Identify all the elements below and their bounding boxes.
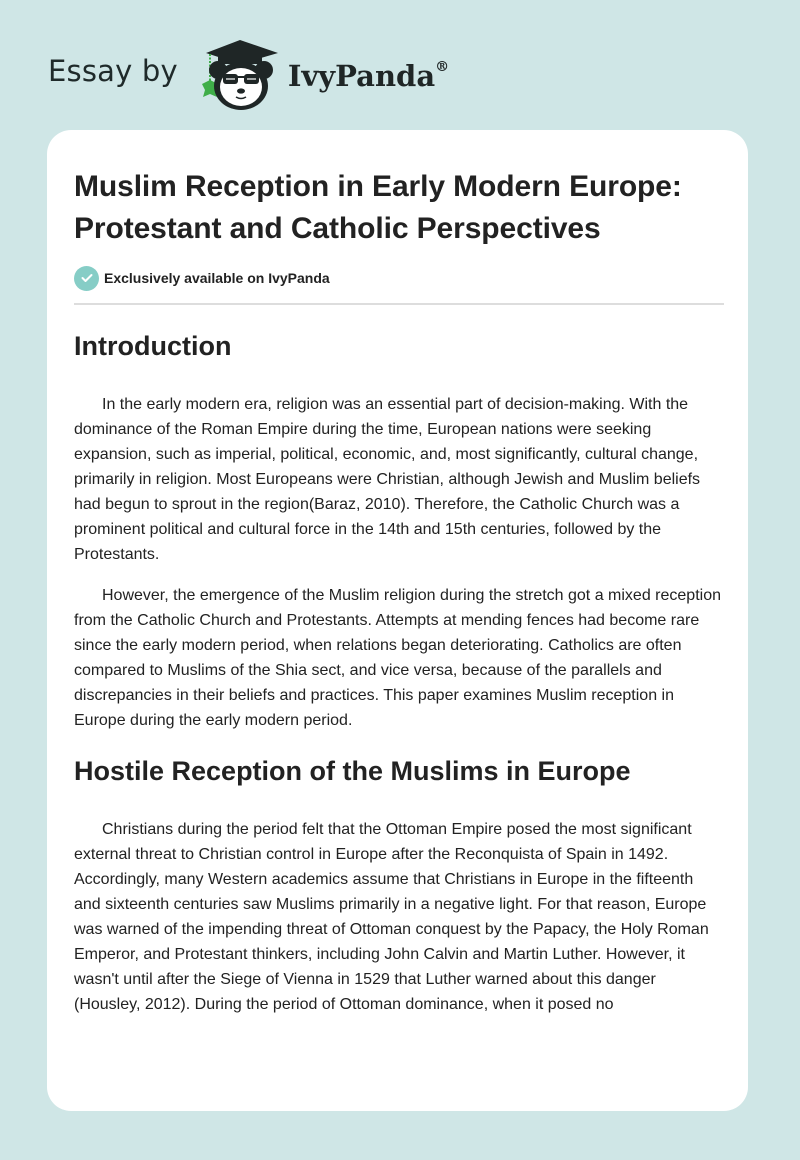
paragraph: However, the emergence of the Muslim religion during the stretch got a mixed reception from the Catholic Church and Protestants. Attempts at mending fences had become rare since the early modern period, when relations began deteriorating. Catholics are often compared to Muslims of the Shia sect, and vice versa, because of the parallels and discrepancies in their beliefs and practices. This paper examines Muslim reception in Europe during the early modern period. (74, 587, 721, 729)
essay-title: Muslim Reception in Early Modern Europe: Protestant and Catholic Perspectives (74, 170, 682, 245)
site-header (48, 34, 449, 114)
essay-content (74, 166, 724, 1017)
exclusive-badge-text: Exclusively available on IvyPanda (104, 270, 330, 286)
brand-text: IvyPanda (287, 59, 436, 93)
title-divider (74, 303, 724, 305)
check-circle-icon (74, 266, 99, 291)
paragraph: Christians during the period felt that the Ottoman Empire posed the most significant external threat to Christian control in Europe after the Reconquista of Spain in 1492. Accordingly, many Western academics assume that Christians in Europe in the fifteenth and sixteenth centuries saw Muslims primarily in a negative light. For that reason, Europe was warned of the impending threat of Ottoman conquest by the Papacy, the Holy Roman Emperor, and Protestant thinkers, including John Calvin and Martin Luther. However, it wasn't until after the Siege of Vienna in 1529 that Luther warned about this danger (Housley, 2012). During the period of Ottoman dominance, when it posed no (74, 821, 709, 1013)
essay-card (47, 130, 748, 1111)
panda-graduation-cap-icon[interactable] (196, 36, 282, 112)
essay-by-label: Essay by (48, 54, 178, 88)
section-heading-introduction: Introduction (74, 331, 232, 361)
section-heading-hostile-reception: Hostile Reception of the Muslims in Europe (74, 756, 631, 786)
exclusive-badge (74, 264, 724, 292)
paragraph: In the early modern era, religion was an essential part of decision-making. With the dominance of the Roman Empire during the time, European nations were seeking expansion, such as imperial, political, economic, and, most significantly, cultural change, primarily in religion. Most Europeans were Christian, although Jewish and Muslim beliefs had begun to sprout in the region(Baraz, 2010). Therefore, the Catholic Church was a prominent political and cultural force in the 14th and 15th centuries, followed by the Protestants. (74, 396, 701, 563)
brand-name[interactable] (288, 59, 449, 93)
registered-mark: ® (435, 59, 450, 76)
